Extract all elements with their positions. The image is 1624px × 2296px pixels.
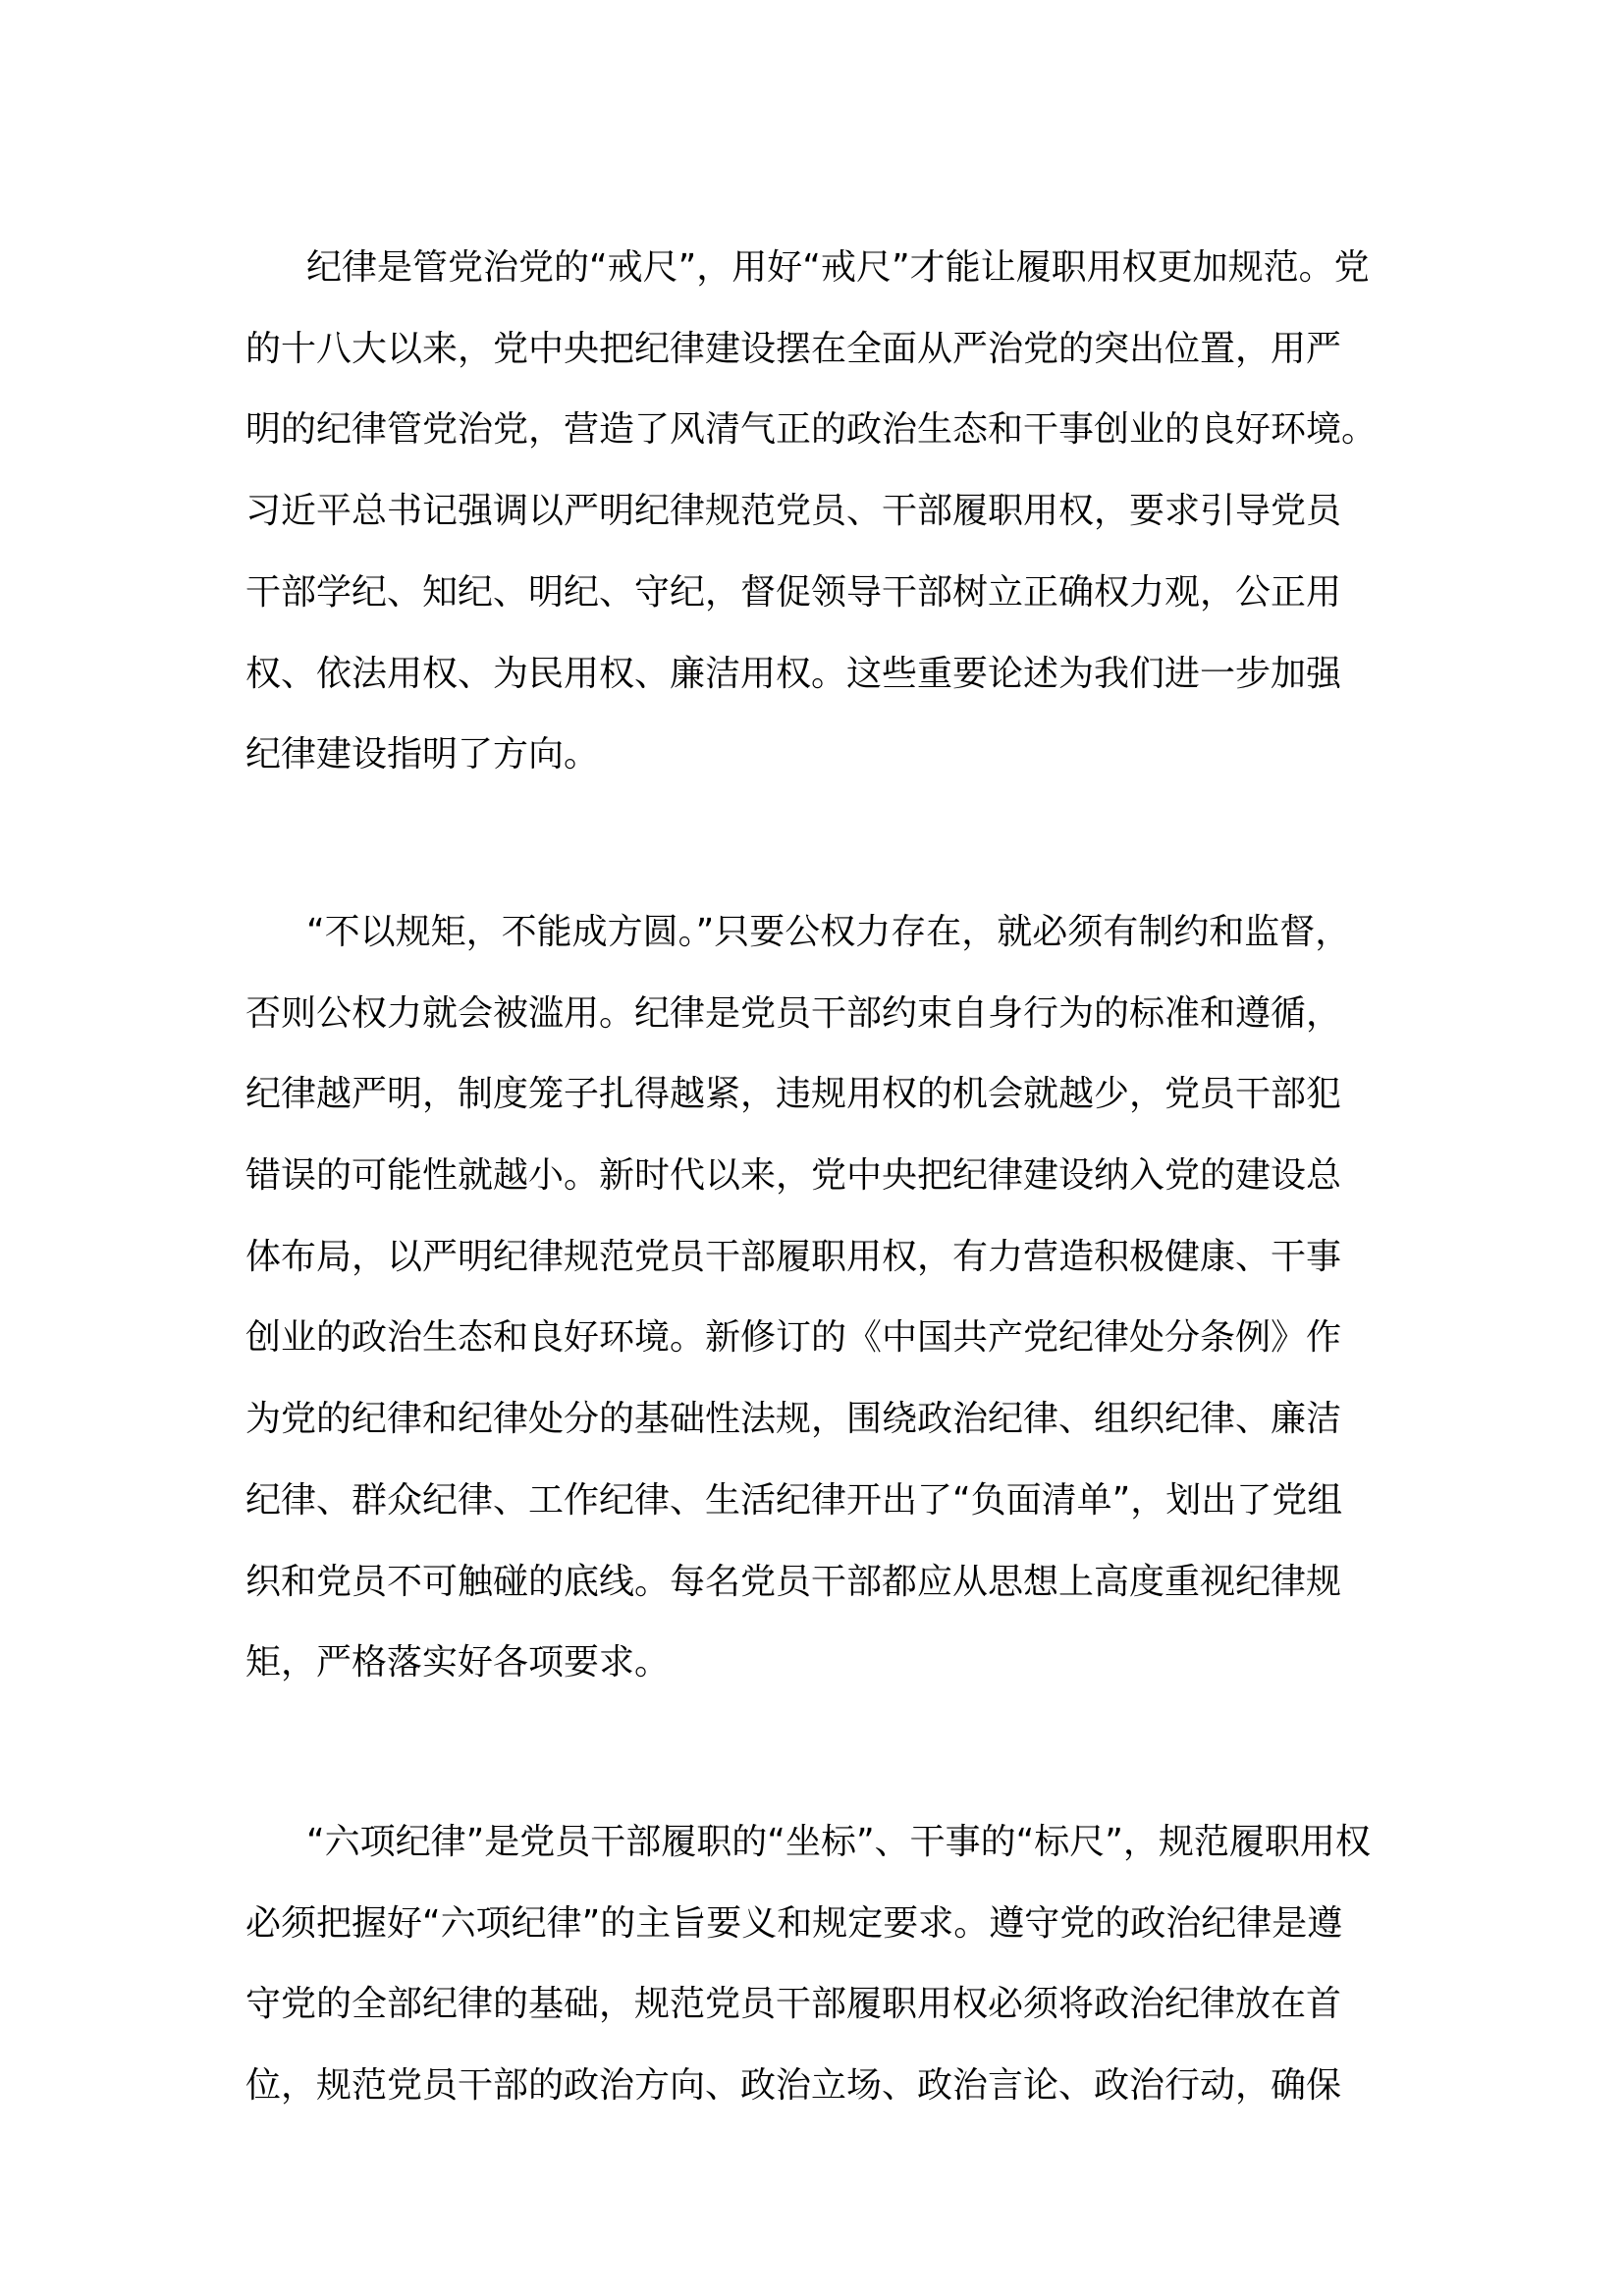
- paragraph-line: 必须把握好“六项纪律”的主旨要义和规定要求。遵守党的政治纪律是遵: [245, 1902, 1343, 1944]
- paragraph-line: 权、依法用权、为民用权、廉洁用权。这些重要论述为我们进一步加强: [245, 653, 1342, 694]
- paragraph-line: 织和党员不可触碰的底线。每名党员干部都应从思想上高度重视纪律规: [245, 1561, 1342, 1602]
- paragraph-line: 习近平总书记强调以严明纪律规范党员、干部履职用权，要求引导党员: [245, 491, 1342, 532]
- paragraph-line: 守党的全部纪律的基础，规范党员干部履职用权必须将政治纪律放在首: [245, 1984, 1342, 2025]
- paragraph-line: 纪律建设指明了方向。: [245, 734, 600, 775]
- paragraph-line: 的十八大以来，党中央把纪律建设摆在全面从严治党的突出位置，用严: [245, 328, 1342, 369]
- paragraph-line: “六项纪律”是党员干部履职的“坐标”、干事的“标尺”，规范履职用权: [306, 1821, 1371, 1862]
- paragraph-line: 体布局，以严明纪律规范党员干部履职用权，有力营造积极健康、干事: [245, 1236, 1342, 1277]
- paragraph-line: 否则公权力就会被滥用。纪律是党员干部约束自身行为的标准和遵循，: [245, 992, 1342, 1034]
- paragraph-line: 创业的政治生态和良好环境。新修订的《中国共产党纪律处分条例》作: [245, 1317, 1342, 1359]
- paragraph-line: 纪律是管党治党的“戒尺”，用好“戒尺”才能让履职用权更加规范。党: [306, 247, 1370, 288]
- paragraph-line: 错误的可能性就越小。新时代以来，党中央把纪律建设纳入党的建设总: [245, 1155, 1342, 1197]
- paragraph-line: 纪律越严明，制度笼子扎得越紧，违规用权的机会就越少，党员干部犯: [245, 1074, 1342, 1115]
- paragraph-line: 纪律、群众纪律、工作纪律、生活纪律开出了“负面清单”，划出了党组: [245, 1479, 1343, 1521]
- paragraph-3: [245, 1802, 1384, 2127]
- paragraph-line: “不以规矩，不能成方圆。”只要公权力存在，就必须有制约和监督，: [306, 911, 1351, 952]
- paragraph-line: 明的纪律管党治党，营造了风清气正的政治生态和干事创业的良好环境。: [245, 409, 1378, 451]
- paragraph-line: 位，规范党员干部的政治方向、政治立场、政治言论、政治行动，确保: [245, 2065, 1342, 2107]
- paragraph-1: [245, 228, 1384, 796]
- paragraph-line: 为党的纪律和纪律处分的基础性法规，围绕政治纪律、组织纪律、廉洁: [245, 1399, 1342, 1440]
- paragraph-2: [245, 892, 1384, 1704]
- document-body: [245, 228, 1384, 2127]
- paragraph-line: 矩，严格落实好各项要求。: [245, 1642, 671, 1683]
- paragraph-line: 干部学纪、知纪、明纪、守纪，督促领导干部树立正确权力观，公正用: [245, 571, 1342, 613]
